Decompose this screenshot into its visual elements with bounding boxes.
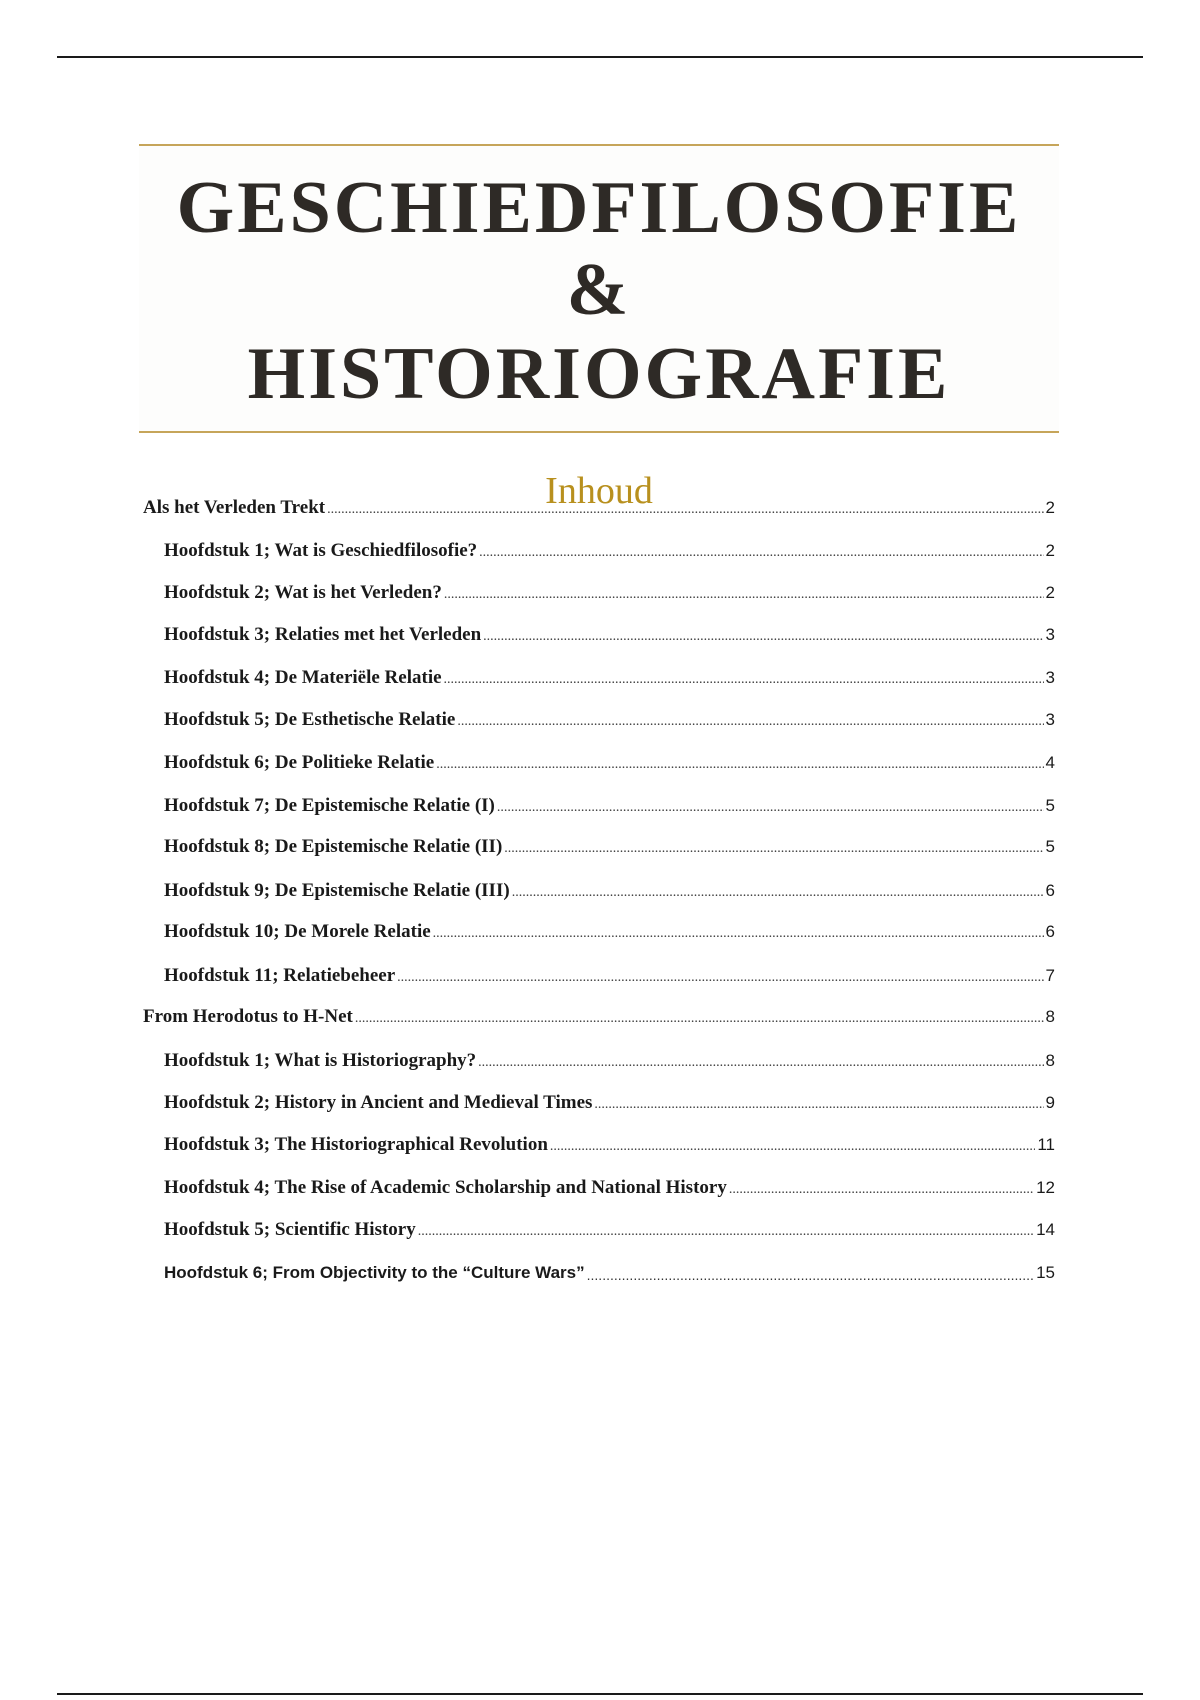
toc-dot-leader [483, 627, 1043, 647]
toc-dot-leader [397, 968, 1043, 988]
toc-entry-text: Hoofdstuk 4; De Materiële Relatie [164, 667, 442, 688]
toc-entry-text: Hoofdstuk 10; De Morele Relatie [164, 921, 431, 942]
toc-page-number: 6 [1045, 881, 1055, 900]
toc-entry-chapter[interactable] [164, 1174, 1055, 1200]
toc-entry-text: Als het Verleden Trekt [143, 497, 326, 518]
toc-page-number: 3 [1045, 625, 1055, 644]
toc-entry-text: Hoofdstuk 4; The Rise of Academic Scholarship and National History [164, 1177, 727, 1198]
toc-entry-chapter[interactable] [164, 579, 1055, 605]
toc-entry-chapter[interactable] [164, 1089, 1055, 1115]
toc-dot-leader [497, 798, 1044, 818]
toc-dot-leader [479, 543, 1043, 563]
document-title-line-1: GESCHIEDFILOSOFIE [176, 167, 1022, 249]
document-title-ampersand: & [566, 249, 632, 331]
toc-entry-text: Hoofdstuk 3; Relaties met het Verleden [164, 624, 482, 645]
toc-page-number: 11 [1037, 1135, 1055, 1154]
toc-dot-leader [436, 755, 1043, 775]
toc-page-number: 8 [1045, 1051, 1055, 1070]
toc-entry-text: Hoofdstuk 8; De Epistemische Relatie (II) [164, 836, 503, 857]
toc-entry-text: Hoofdstuk 11; Relatiebeheer [164, 965, 396, 986]
toc-entry-text: Hoofdstuk 6; From Objectivity to the “Culture Wars” [164, 1263, 585, 1282]
toc-dot-leader [729, 1180, 1034, 1200]
toc-dot-leader [550, 1137, 1035, 1157]
toc-entry-text: Hoofdstuk 3; The Historiographical Revolution [164, 1134, 548, 1155]
toc-dot-leader [444, 670, 1044, 690]
toc-dot-leader [418, 1222, 1034, 1242]
toc-dot-leader [457, 712, 1043, 732]
toc-page-number: 5 [1045, 837, 1055, 856]
toc-entry-text: Hoofdstuk 9; De Epistemische Relatie (III) [164, 880, 510, 901]
toc-dot-leader [355, 1009, 1044, 1029]
toc-entry-text: Hoofdstuk 1; Wat is Geschiedfilosofie? [164, 540, 478, 561]
toc-entry-chapter[interactable] [164, 1131, 1055, 1157]
toc-entry-chapter[interactable] [164, 749, 1055, 775]
toc-dot-leader [587, 1265, 1034, 1285]
toc-heading: Inhoud [545, 470, 653, 512]
toc-dot-leader [433, 924, 1044, 944]
toc-page-number: 3 [1045, 710, 1055, 729]
toc-page-number: 8 [1045, 1007, 1055, 1026]
toc-entry-chapter[interactable] [164, 792, 1055, 818]
toc-entry-chapter[interactable] [164, 664, 1055, 690]
toc-page-number: 4 [1045, 753, 1055, 772]
toc-entry-text: Hoofdstuk 2; History in Ancient and Medieval Times [164, 1092, 593, 1113]
toc-page-number: 15 [1036, 1263, 1055, 1282]
toc-page-number: 2 [1045, 583, 1055, 602]
toc-dot-leader [504, 839, 1043, 859]
toc-entry-text: Hoofdstuk 5; De Esthetische Relatie [164, 709, 456, 730]
toc-entry-text: Hoofdstuk 1; What is Historiography? [164, 1050, 477, 1071]
toc-page-number: 2 [1045, 541, 1055, 560]
toc-dot-leader [444, 585, 1044, 605]
toc-entry-text: Hoofdstuk 6; De Politieke Relatie [164, 752, 435, 773]
toc-entry-part-from-herodotus-to-h-net[interactable] [143, 1003, 1055, 1029]
toc-page-number: 7 [1045, 966, 1055, 985]
toc-dot-leader [512, 883, 1044, 903]
toc-page-number: 14 [1036, 1220, 1055, 1239]
toc-entry-chapter[interactable] [164, 918, 1055, 944]
toc-dot-leader [594, 1095, 1043, 1115]
toc-entry-chapter[interactable] [164, 833, 1055, 859]
document-title-line-2: HISTORIOGRAFIE [247, 333, 951, 415]
toc-page-number: 12 [1036, 1178, 1055, 1197]
toc-page-number: 2 [1045, 498, 1055, 517]
toc-page-number: 6 [1045, 922, 1055, 941]
toc-entry-chapter[interactable] [164, 1216, 1055, 1242]
toc-page-number: 9 [1045, 1093, 1055, 1112]
toc-entry-text: Hoofdstuk 2; Wat is het Verleden? [164, 582, 442, 603]
toc-page-number: 5 [1045, 796, 1055, 815]
toc-entry-chapter[interactable] [164, 962, 1055, 988]
toc-dot-leader [327, 500, 1043, 520]
toc-entry-chapter[interactable] [164, 877, 1055, 903]
toc-entry-text: Hoofdstuk 7; De Epistemische Relatie (I) [164, 795, 495, 816]
toc-page-number: 3 [1045, 668, 1055, 687]
toc-entry-chapter[interactable] [164, 706, 1055, 732]
toc-entry-chapter[interactable] [164, 621, 1055, 647]
toc-entry-part-als-het-verleden-trekt[interactable] [143, 494, 1055, 520]
toc-entry-text: From Herodotus to H-Net [143, 1006, 353, 1027]
toc-dot-leader [478, 1053, 1043, 1073]
toc-entry-chapter[interactable] [164, 1047, 1055, 1073]
toc-entry-chapter[interactable] [164, 1259, 1055, 1285]
toc-entry-text: Hoofdstuk 5; Scientific History [164, 1219, 416, 1240]
toc-entry-chapter[interactable] [164, 537, 1055, 563]
page-bottom-rule [57, 1693, 1143, 1695]
